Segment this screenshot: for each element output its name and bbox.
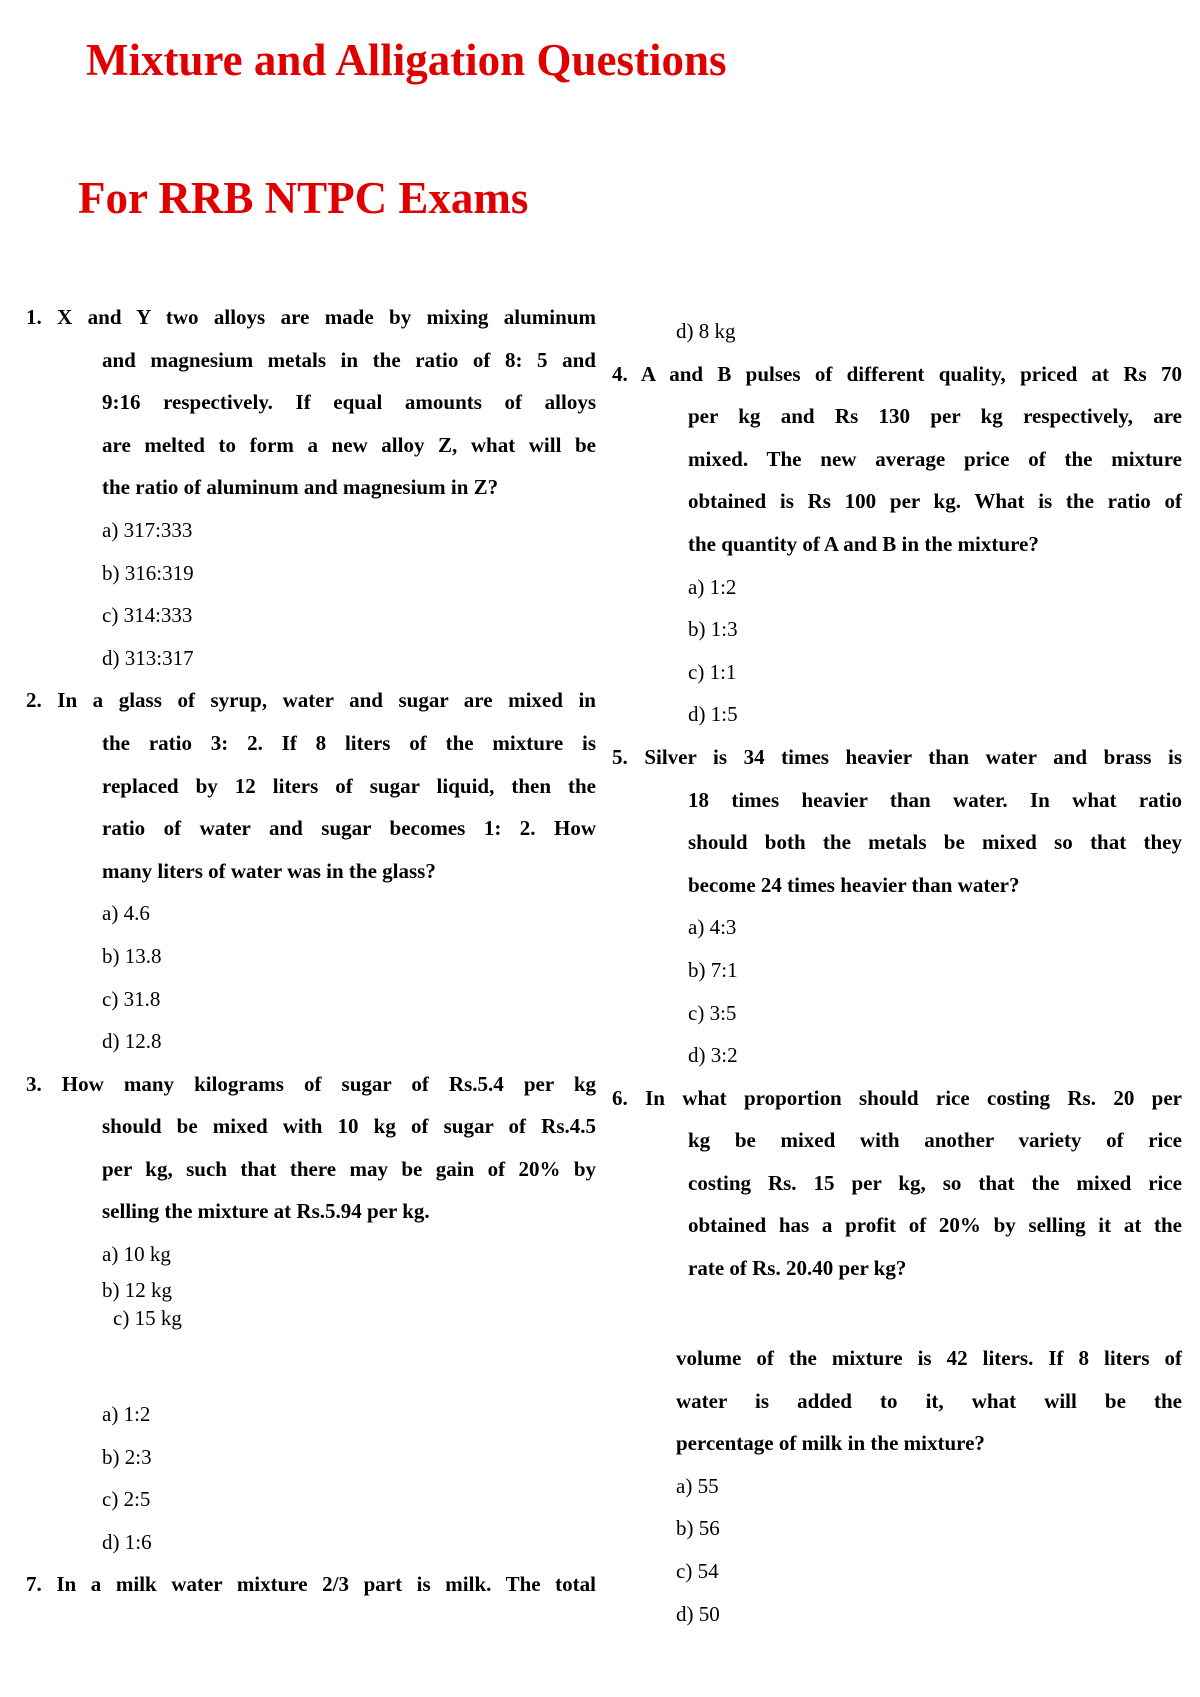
question-text-line: the quantity of A and B in the mixture? — [688, 531, 1039, 556]
answer-option: d) 1:6 — [102, 1529, 152, 1554]
answer-option: c) 54 — [676, 1558, 719, 1583]
question-text-line: kg be mixed with another variety of rice — [688, 1128, 1182, 1153]
question-text-line: mixed. The new average price of the mixture — [688, 446, 1182, 471]
answer-option: d) 12.8 — [102, 1029, 162, 1054]
question-text-line: are melted to form a new alloy Z, what will be — [102, 432, 596, 457]
answer-option: b) 316:319 — [102, 560, 194, 585]
question-text-line: volume of the mixture is 42 liters. If 8 liters of — [676, 1346, 1182, 1370]
question-text-line: many liters of water was in the glass? — [102, 858, 436, 883]
answer-option: a) 4:3 — [688, 915, 737, 940]
answer-option: b) 56 — [676, 1516, 720, 1541]
question-text-line: ratio of water and sugar becomes 1: 2. How — [102, 816, 596, 841]
answer-option: d) 1:5 — [688, 702, 738, 727]
page-title: Mixture and Alligation Questions — [86, 35, 727, 85]
answer-option: a) 10 kg — [102, 1242, 171, 1267]
left-column — [26, 296, 596, 1332]
question-text-line: per kg and Rs 130 per kg respectively, are — [688, 404, 1182, 429]
question-text-line: water is added to it, what will be the — [676, 1388, 1182, 1413]
question-2 — [26, 679, 596, 1062]
answer-option: c) 3:5 — [688, 1000, 737, 1025]
answer-option: a) 55 — [676, 1473, 719, 1498]
answer-option: d) 313:317 — [102, 645, 194, 670]
question-text-line: costing Rs. 15 per kg, so that the mixed rice — [688, 1170, 1182, 1195]
answer-option: b) 12 kg — [102, 1277, 172, 1302]
answer-option: b) 7:1 — [688, 957, 738, 982]
question-text-line: replaced by 12 liters of sugar liquid, then the — [102, 773, 596, 798]
answer-option: b) 13.8 — [102, 943, 162, 968]
answer-option: b) 1:3 — [688, 617, 738, 642]
question-text-line: obtained is Rs 100 per kg. What is the ratio of — [688, 489, 1182, 514]
question-text-line: and magnesium metals in the ratio of 8: 5 and — [102, 347, 596, 372]
answer-option: c) 31.8 — [102, 986, 161, 1011]
answer-option: a) 317:333 — [102, 517, 193, 542]
question-text-line: should both the metals be mixed so that they — [688, 830, 1182, 855]
answer-option: a) 4.6 — [102, 901, 150, 926]
question-5 — [612, 736, 1182, 1077]
answer-option: a) 1:2 — [102, 1402, 151, 1426]
right-column — [612, 310, 1182, 1290]
question-6 — [612, 1077, 1182, 1290]
page-subtitle: For RRB NTPC Exams — [78, 173, 529, 223]
question-3 — [26, 1063, 596, 1332]
answer-option: c) 2:5 — [102, 1487, 151, 1512]
answer-option: d) 50 — [676, 1601, 720, 1626]
answer-option: d) 3:2 — [688, 1043, 738, 1068]
answer-option: c) 15 kg — [113, 1305, 182, 1330]
question-text-line: the ratio 3: 2. If 8 liters of the mixture is — [102, 730, 596, 755]
question-text-line: 9:16 respectively. If equal amounts of alloys — [102, 390, 596, 415]
answer-option: c) 1:1 — [688, 659, 737, 684]
question-text-line: 18 times heavier than water. In what ratio — [688, 787, 1182, 812]
question-text-line: per kg, such that there may be gain of 20% by — [102, 1156, 596, 1181]
answer-option: d) 8 kg — [676, 319, 736, 343]
question-text-line: obtained has a profit of 20% by selling it at the — [688, 1213, 1182, 1238]
question-text-line: rate of Rs. 20.40 per kg? — [688, 1256, 907, 1281]
question-7-first-line: 7. In a milk water mixture 2/3 part is milk. The total — [26, 1572, 596, 1597]
question-text-line: 3. How many kilograms of sugar of Rs.5.4 per kg — [26, 1071, 596, 1096]
answer-option: a) 1:2 — [688, 574, 737, 599]
question-text-line: 6. In what proportion should rice costing Rs. 20 per — [612, 1085, 1182, 1110]
question-text-line: become 24 times heavier than water? — [688, 872, 1020, 897]
question-text-line: 4. A and B pulses of different quality, priced at Rs 70 — [612, 361, 1182, 386]
question-text-line: 5. Silver is 34 times heavier than water and brass is — [612, 744, 1182, 769]
question-text-line: 1. X and Y two alloys are made by mixing aluminum — [26, 305, 596, 329]
question-text-line: selling the mixture at Rs.5.94 per kg. — [102, 1199, 430, 1224]
left-column-lower — [26, 1393, 596, 1606]
question-text-line: 2. In a glass of syrup, water and sugar are mixed in — [26, 688, 596, 713]
question-1 — [26, 296, 596, 679]
question-text-line: percentage of milk in the mixture? — [676, 1431, 985, 1456]
question-4 — [612, 353, 1182, 736]
question-7-continued — [676, 1337, 1182, 1635]
question-text-line: the ratio of aluminum and magnesium in Z? — [102, 475, 499, 500]
question-text-line: should be mixed with 10 kg of sugar of Rs.4.5 — [102, 1114, 596, 1139]
answer-option: c) 314:333 — [102, 603, 193, 628]
answer-option: b) 2:3 — [102, 1444, 152, 1469]
